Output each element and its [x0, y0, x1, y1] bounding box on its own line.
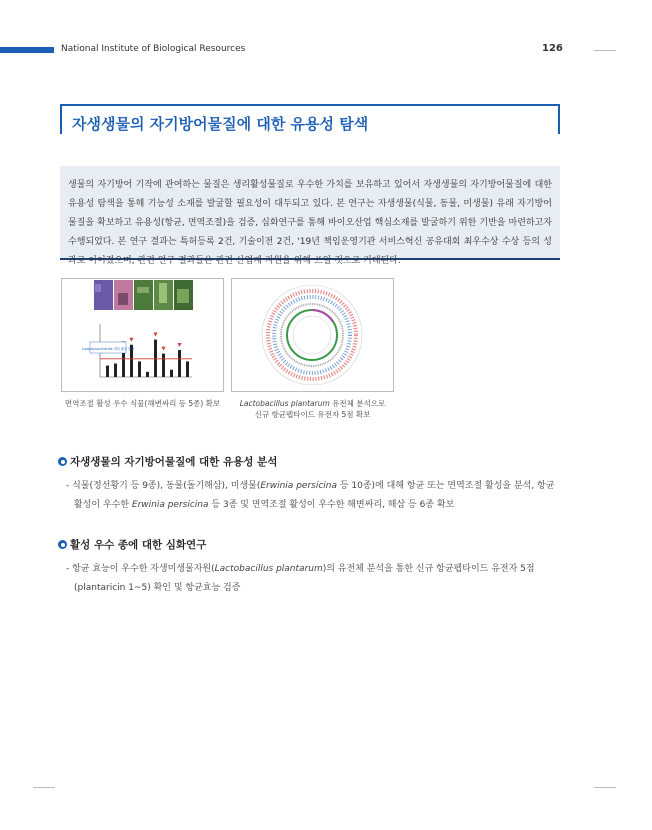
section-1-line1-tail: 등 10종)에 대해 항균 또는 면역조절 활성을 분석, 항균	[337, 481, 555, 491]
chart-bar	[106, 366, 109, 377]
chart-bar	[178, 350, 181, 377]
chart-bar	[154, 340, 157, 377]
caption-right	[231, 398, 394, 420]
chart-inset-label: Lipopolysaccharide 대비 활성 증가	[81, 347, 135, 351]
chart-highlight-marker	[162, 347, 166, 351]
genome-outer-ring	[262, 285, 362, 385]
plant-photo-3	[134, 280, 153, 310]
footer-rule-right	[594, 787, 616, 788]
header-organization: National Institute of Biological Resources	[61, 44, 246, 54]
caption-right-line2: 신규 항균펩타이드 유전자 5점 확보	[254, 410, 371, 419]
page-number: 126	[542, 43, 563, 54]
summary-box	[60, 166, 560, 266]
genome-ring-gc	[281, 304, 343, 366]
section-2-bullet-icon	[58, 540, 67, 549]
section-2-line1: - 항균 효능이 우수한 자생미생물자원(	[66, 564, 215, 574]
caption-left: 면역조절 활성 우수 식물(해변싸리 등 5종) 확보	[64, 399, 221, 408]
chart-highlight-marker	[178, 343, 182, 347]
chart-bar	[138, 361, 141, 377]
genome-ring-reverse	[274, 297, 350, 373]
plant-photo-2-detail	[118, 293, 128, 305]
plant-photo-5-detail	[177, 289, 189, 303]
section-1-line2-tail: 등 3종 및 면역조절 활성이 우수한 해변싸리, 해삼 등 6종 확보	[208, 500, 455, 510]
section-1-line2: 활성이 우수한	[74, 500, 132, 510]
chart-bar	[162, 354, 165, 377]
section-1-line1: - 식물(정선황기 등 9종), 동물(돌기해삼), 미생물(	[66, 481, 261, 491]
figure-genome-map	[231, 278, 394, 392]
section-1-bullet-icon	[58, 457, 67, 466]
plant-photo-3-detail	[137, 287, 149, 293]
header-accent-bar	[0, 47, 54, 53]
chart-bar	[146, 372, 149, 377]
section-2-text	[66, 560, 566, 598]
section-1-text	[66, 477, 566, 515]
summary-text: 생물의 자기방어 기작에 관여하는 물질은 생리활성물질로 우수한 가치를 보유하고 있어서 자생생물의 자기방어물질에 대한 유용성 탐색을 통해 기능성 소재를 발굴할 필요성이 대두되고 있다. 본 연구는 자생생물(식물, 동물, 미생물) 유래 자기방어 물질을 확보하고 유용성(항균, 면역조절)을 검증, 심화연구를 통해 바이오산업 핵심소재를 발굴하기 위한 기반을 마련하고자 수행되었다. 본 연구 결과는 특허등록 2건, 기술이전 2건, '19년 책임운영기관 서비스혁신 공유대회 최우수상 수상 등의 성과로 이어졌으며, 관련 연구 결과들은 관련 산업계 지원을 위해 쓰일 것으로 기대된다.	[68, 180, 552, 266]
chart-bars	[106, 333, 189, 377]
header-rule	[594, 50, 616, 51]
page-title: 자생생물의 자기방어물질에 대한 유용성 탐색	[72, 115, 369, 133]
chart-bar	[186, 361, 189, 377]
caption-right-species: Lactobacillus plantarum	[239, 399, 330, 408]
chart-bar	[170, 370, 173, 377]
caption-right-text: 유전체 분석으로	[329, 399, 386, 408]
section-1-species: Erwinia persicina	[260, 481, 337, 491]
footer-rule-left	[33, 787, 55, 788]
section-1-title: 자생생물의 자기방어물질에 대한 유용성 분석	[70, 456, 278, 468]
chart-highlight-marker	[130, 338, 134, 342]
plant-activity-figure	[62, 279, 223, 391]
section-2-title: 활성 우수 종에 대한 심화연구	[70, 539, 207, 551]
chart-bar	[114, 363, 117, 377]
section-1-species-2: Erwinia persicina	[131, 500, 209, 510]
chart-highlight-marker	[154, 333, 158, 337]
section-2-line1-tail: )의 유전체 분석을 통한 신규 항균펩타이드 유전자 5점	[322, 564, 535, 574]
figure-plant-activity	[61, 278, 224, 392]
genome-inner-ring	[293, 316, 331, 354]
genome-map	[232, 279, 393, 391]
section-2-line2: (plantaricin 1~5) 확인 및 항균효능 검증	[74, 583, 241, 593]
section-2-species: Lactobacillus plantarum	[214, 564, 323, 574]
plant-photo-1-detail	[95, 284, 101, 292]
title-box	[60, 104, 560, 134]
plant-photo-4-detail	[159, 283, 167, 303]
genome-ring-skew-minus	[312, 310, 333, 322]
